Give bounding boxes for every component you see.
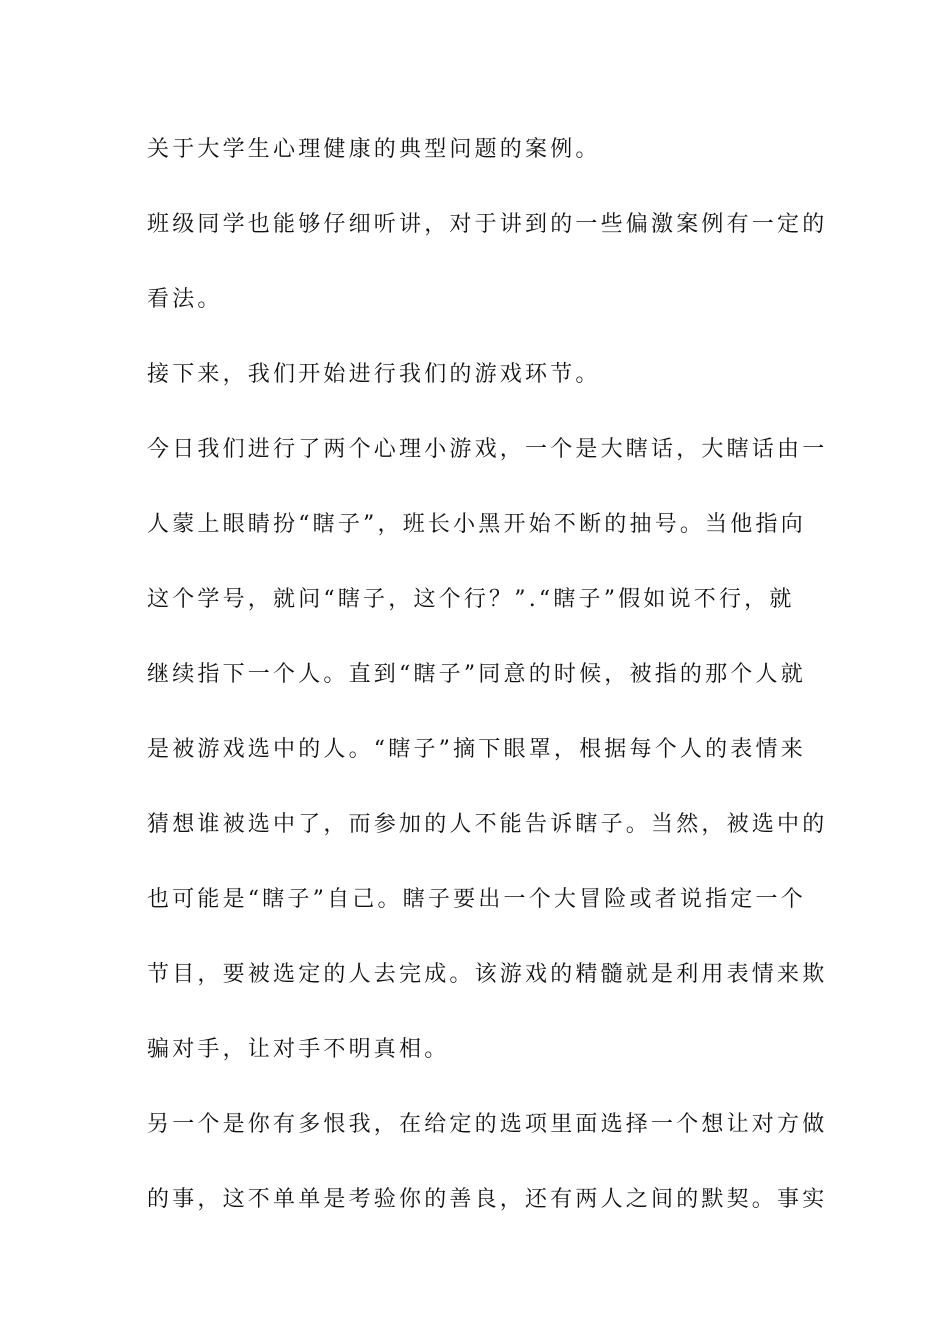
text-line: 今日我们进行了两个心理小游戏，一个是大瞎话，大瞎话由一	[147, 437, 828, 462]
text-line: 骗对手，让对手不明真相。	[147, 1037, 450, 1062]
text-line: 这个学号，就问“瞎子，这个行？”.“瞎子”假如说不行，就	[147, 587, 795, 612]
text-line: 也可能是“瞎子”自己。瞎子要出一个大冒险或者说指定一个	[147, 887, 806, 912]
text-line: 继续指下一个人。直到“瞎子”同意的时候，被指的那个人就	[147, 662, 806, 687]
text-line: 关于大学生心理健康的典型问题的案例。	[147, 137, 601, 162]
text-line: 另一个是你有多恨我，在给定的选项里面选择一个想让对方做	[147, 1112, 828, 1137]
text-line: 猜想谁被选中了，而参加的人不能告诉瞎子。当然，被选中的	[147, 812, 828, 837]
text-line: 节目，要被选定的人去完成。该游戏的精髓就是利用表情来欺	[147, 962, 828, 987]
text-line: 班级同学也能够仔细听讲，对于讲到的一些偏激案例有一定的	[147, 212, 828, 237]
text-line: 是被游戏选中的人。“瞎子”摘下眼罩，根据每个人的表情来	[147, 737, 806, 762]
text-line: 的事，这不单单是考验你的善良，还有两人之间的默契。事实	[147, 1187, 828, 1212]
text-line: 人蒙上眼睛扮“瞎子”，班长小黑开始不断的抽号。当他指向	[147, 512, 806, 537]
text-line: 接下来，我们开始进行我们的游戏环节。	[147, 362, 601, 387]
text-line: 看法。	[147, 287, 223, 312]
